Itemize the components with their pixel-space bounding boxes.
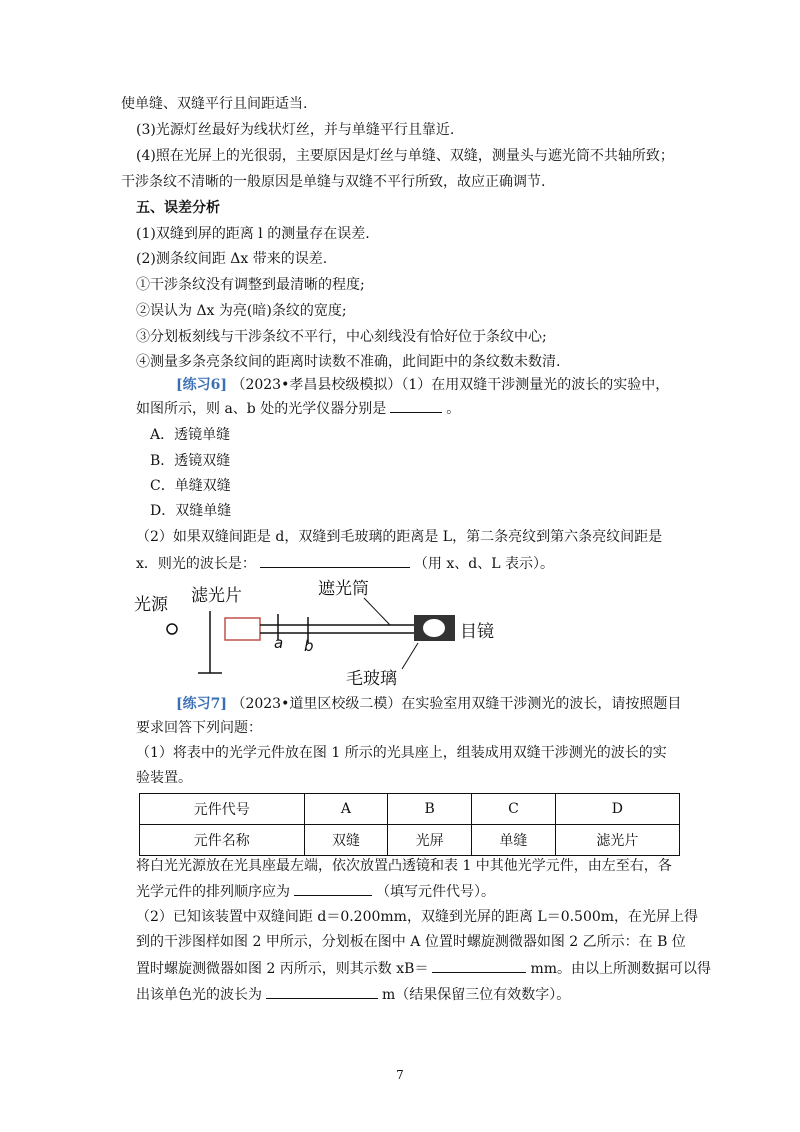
text-span: 光学元件的排列顺序应为 [136, 884, 290, 900]
text-line [136, 984, 570, 1005]
table-cell: 光屏 [388, 825, 472, 856]
text-line: (1)双缝到屏的距离 l 的测量存在误差. [136, 226, 370, 242]
label-filter: 滤光片 [191, 586, 242, 606]
text-line: ②误认为 Δx 为亮(暗)条纹的宽度; [136, 303, 347, 319]
leader-line [402, 643, 418, 669]
text-span: （用 x、d、L 表示）。 [413, 556, 554, 572]
text-line: (2)测条纹间距 Δx 带来的误差. [136, 251, 328, 267]
answer-blank[interactable] [260, 553, 410, 568]
page-number: 7 [396, 1068, 404, 1082]
text-span: 。 [446, 401, 461, 417]
answer-blank[interactable] [266, 984, 378, 999]
option-c: C．单缝双缝 [150, 478, 231, 494]
question-6-part2-line2 [136, 553, 554, 574]
table-cell: B [388, 794, 472, 825]
question-7-header [176, 694, 681, 714]
label-eyepiece: 目镜 [460, 622, 494, 642]
text-line [136, 958, 711, 979]
text-line: 将白光光源放在光具座最左端，依次放置凸透镜和表 1 中其他光学元件，由左至右，各 [136, 858, 672, 874]
option-d: D．双缝单缝 [150, 503, 232, 519]
text-line: 到的干涉图样如图 2 甲所示，分划板在图中 A 位置时螺旋测微器如图 2 乙所示：在 B 位 [136, 934, 686, 950]
text-line: （2）已知该装置中双缝间距 d＝0.200mm，双缝到光屏的距离 L＝0.500m，在光屏上得 [136, 909, 699, 925]
table-cell: 滤光片 [555, 825, 679, 856]
label-ground-glass: 毛玻璃 [346, 669, 397, 689]
question-source: （2023•孝昌县校级模拟）（1）在用双缝干涉测量光的波长的实验中， [231, 377, 670, 393]
components-table [139, 793, 680, 856]
text-span: m（结果保留三位有效数字）。 [382, 987, 571, 1003]
lens-box [225, 618, 260, 640]
question-6-part2: （2）如果双缝间距是 d，双缝到毛玻璃的距离是 L，第二条亮纹到第六条亮纹间距是 [136, 529, 663, 545]
text-line: ①干涉条纹没有调整到最清晰的程度; [136, 277, 365, 293]
question-6-line2 [136, 398, 460, 419]
text-span: 出该单色光的波长为 [136, 987, 262, 1003]
table-cell: A [304, 794, 388, 825]
question-tag: [练习6] [176, 377, 227, 393]
text-line: (3)光源灯丝最好为线状灯丝，并与单缝平行且靠近. [136, 122, 455, 138]
text-line: ④测量多条亮条纹间的距离时读数不准确，此间距中的条纹数未数清. [136, 354, 561, 370]
answer-blank[interactable] [294, 881, 372, 896]
question-source: （2023•道里区校级二模）在实验室用双缝干涉测光的波长，请按照题目 [231, 696, 682, 712]
option-b: B．透镜双缝 [150, 453, 231, 469]
question-tag: [练习7] [176, 696, 227, 712]
text-line: 要求回答下列问题： [136, 720, 262, 736]
table-cell: 单缝 [472, 825, 556, 856]
table-cell: C [472, 794, 556, 825]
table-row [140, 825, 680, 856]
label-a: a [274, 634, 284, 652]
text-span: 置时螺旋测微器如图 2 丙所示，则其示数 xB＝ [136, 961, 429, 977]
text-span: （填写元件代号）。 [376, 884, 495, 900]
table-row [140, 794, 680, 825]
text-line: 干涉条纹不清晰的一般原因是单缝与双缝不平行所致，故应正确调节. [121, 174, 546, 190]
text-span: x．则光的波长是： [136, 556, 256, 572]
table-cell: 元件代号 [140, 794, 305, 825]
table-cell: 元件名称 [140, 825, 305, 856]
text-line [136, 881, 495, 902]
table-cell: 双缝 [304, 825, 388, 856]
option-a: A．透镜单缝 [150, 427, 231, 443]
section-heading: 五、误差分析 [136, 200, 220, 216]
answer-blank[interactable] [432, 958, 526, 973]
text-span: 如图所示，则 a、b 处的光学仪器分别是 [136, 401, 387, 417]
text-line: 使单缝、双缝平行且间距适当. [121, 96, 308, 112]
text-span: mm。由以上所测数据可以得 [530, 961, 712, 977]
apparatus-figure [132, 577, 512, 689]
label-light-source: 光源 [134, 595, 168, 615]
text-line: (4)照在光屏上的光很弱，主要原因是灯丝与单缝、双缝，测量头与遮光筒不共轴所致； [136, 148, 674, 164]
leader-line [364, 598, 390, 625]
text-line: ③分划板刻线与干涉条纹不平行，中心刻线没有恰好位于条纹中心; [136, 329, 547, 345]
label-shade-tube: 遮光筒 [318, 579, 369, 599]
label-b: b [304, 637, 314, 655]
text-line: （1）将表中的光学元件放在图 1 所示的光具座上，组装成用双缝干涉测光的波长的实 [136, 745, 667, 761]
eyepiece-lens [423, 619, 445, 637]
text-line: 验装置。 [136, 770, 192, 786]
table-cell: D [555, 794, 679, 825]
question-6-header [176, 375, 669, 395]
answer-blank[interactable] [390, 398, 442, 413]
light-source-icon [167, 624, 177, 634]
